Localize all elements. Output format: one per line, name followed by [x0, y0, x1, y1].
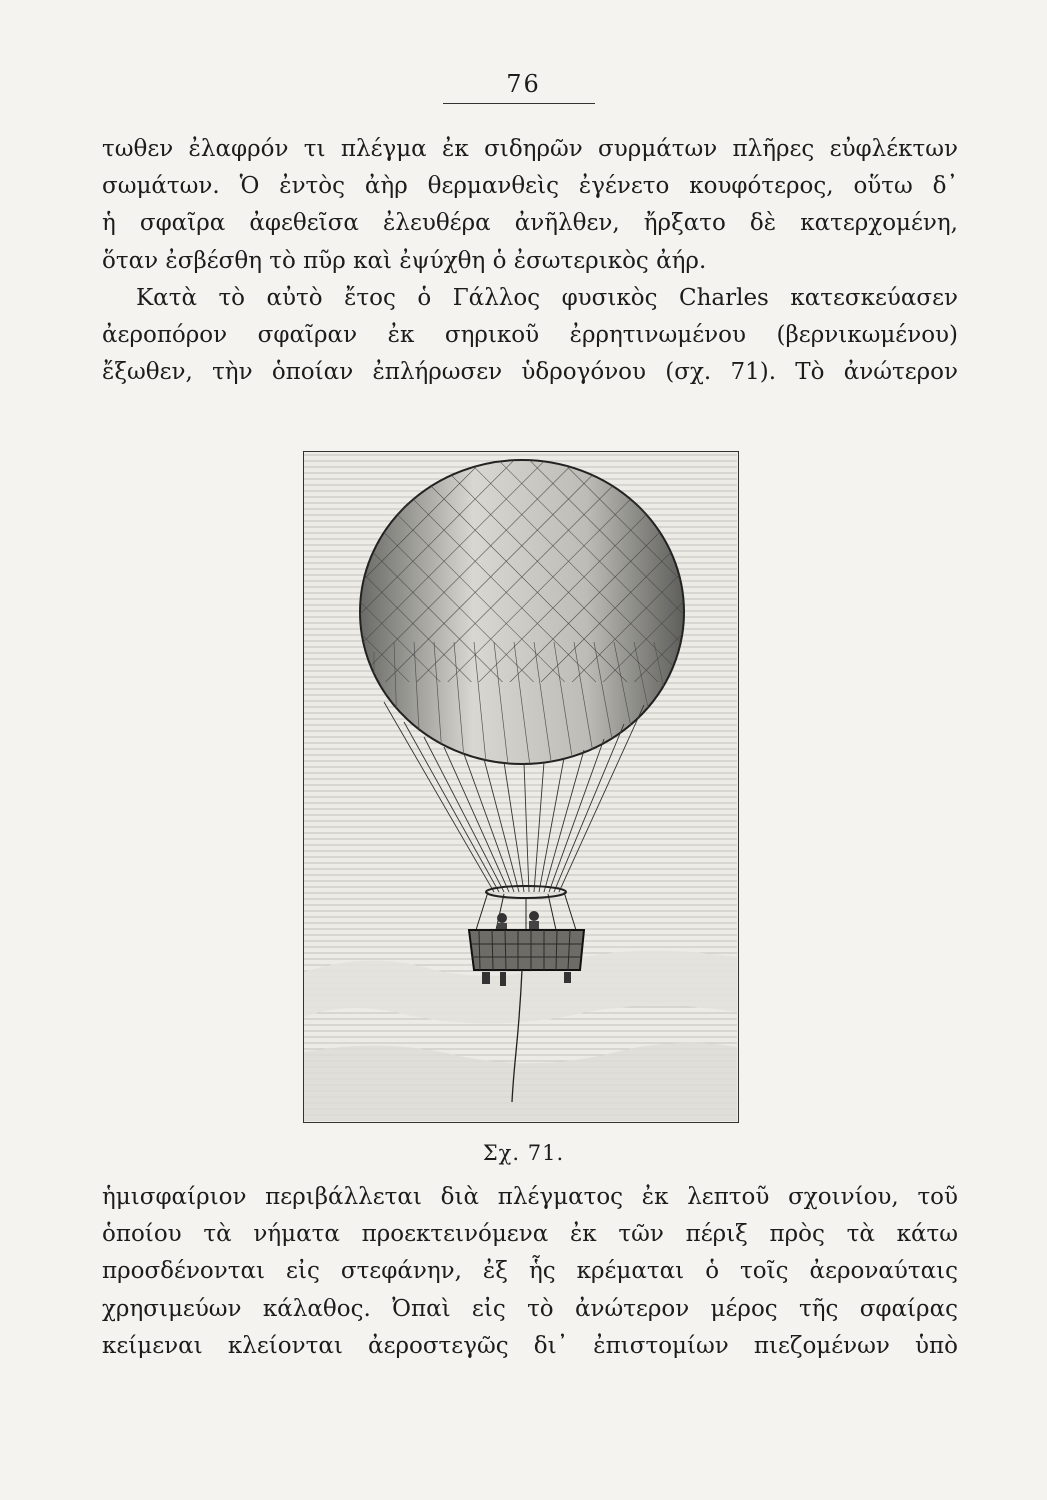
text-line: προσδένονται εἰς στεφάνην, ἐξ ἧς κρέμαται ὁ τοῖς ἀεροναύταις [102, 1258, 958, 1285]
text-line: Κατὰ τὸ αὐτὸ ἔτος ὁ Γάλλος φυσικὸς Charles κατεσκεύασεν [136, 284, 958, 311]
balloon-illustration [303, 451, 739, 1123]
text-line: ἡ σφαῖρα ἀφεθεῖσα ἐλευθέρα ἀνῆλθεν, ἤρξατο δὲ κατερχομένη, [102, 210, 958, 237]
paragraph-bottom [102, 1179, 958, 1365]
text-line: σωμάτων. Ὁ ἐντὸς ἀὴρ θερμανθεὶς ἐγένετο κουφότερος, οὕτω δ᾽ [102, 173, 958, 200]
paragraph-top [102, 131, 958, 391]
page-number: 76 [506, 70, 541, 98]
text-line: ἀεροπόρον σφαῖραν ἐκ σηρικοῦ ἐρρητινωμένου (βερνικωμένου) [102, 321, 958, 348]
text-line: ὅταν ἐσβέσθη τὸ πῦρ καὶ ἐψύχθη ὁ ἐσωτερικὸς ἀήρ. [102, 247, 707, 274]
header-rule [443, 103, 595, 104]
text-line: ὁποίου τὰ νήματα προεκτεινόμενα ἐκ τῶν πέριξ πρὸς τὰ κάτω [102, 1221, 958, 1248]
text-line: ἔξωθεν, τὴν ὁποίαν ἐπλήρωσεν ὑδρογόνου (σχ. 71). Τὸ ἀνώτερον [102, 359, 958, 386]
text-line: κείμεναι κλείονται ἀεροστεγῶς δι᾽ ἐπιστομίων πιεζομένων ὑπὸ [102, 1332, 958, 1359]
figure-caption: Σχ. 71. [482, 1141, 565, 1165]
text-line: ἡμισφαίριον περιβάλλεται διὰ πλέγματος ἐκ λεπτοῦ σχοινίου, τοῦ [102, 1184, 958, 1210]
balloon-engraving [304, 452, 737, 1121]
text-line: χρησιμεύων κάλαθος. Ὀπαὶ εἰς τὸ ἀνώτερον μέρος τῆς σφαίρας [102, 1295, 958, 1322]
text-line: τωθεν ἐλαφρόν τι πλέγμα ἐκ σιδηρῶν συρμάτων πλῆρες εὐφλέκτων [102, 136, 958, 162]
